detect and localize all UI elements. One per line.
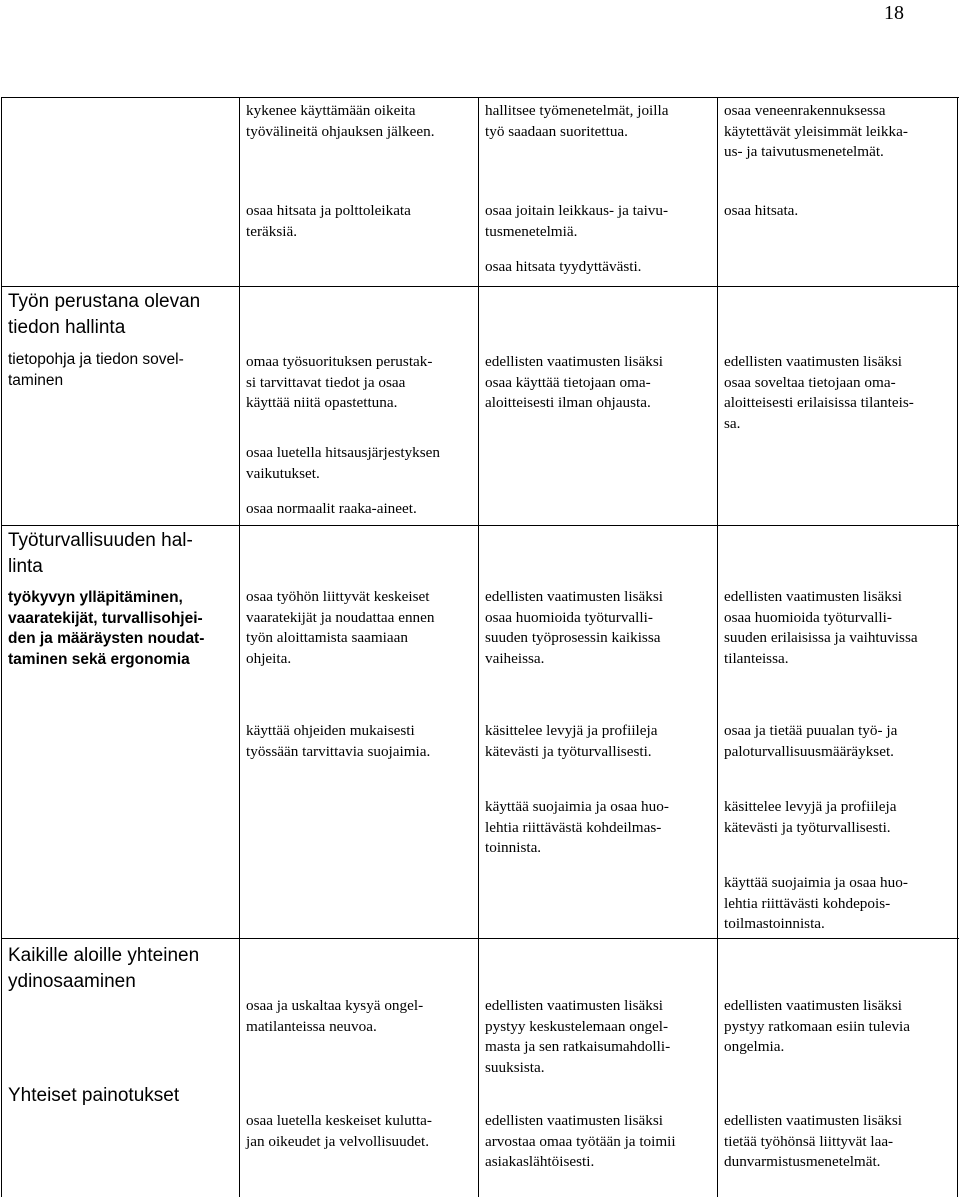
criteria-text: käyttää suojaimia ja osaa huo- lehtia riittävästä kohdeilmas- toinnista. xyxy=(485,798,669,856)
criteria-text: osaa normaalit raaka-aineet. xyxy=(246,500,417,517)
section-heading: Työn perustana olevan tiedon hallinta xyxy=(8,291,201,338)
column-divider xyxy=(239,97,240,1197)
column-divider xyxy=(478,97,479,1197)
criteria-text: käyttää suojaimia ja osaa huo- lehtia riittävästi kohdepois- toilmastoinnista. xyxy=(724,874,908,932)
criteria-text: osaa veneenrakennuksessa käytettävät yleisimmät leikka- us- ja taivutusmenetelmät. xyxy=(724,102,908,160)
table-border-top xyxy=(1,97,959,98)
criteria-text: osaa ja tietää puualan työ- ja paloturvallisuusmääräykset. xyxy=(724,722,898,760)
criteria-text: omaa työsuorituksen perustak- si tarvittavat tiedot ja osaa käyttää niitä opastettuna. xyxy=(246,353,433,411)
criteria-text: osaa hitsata ja polttoleikata teräksiä. xyxy=(246,202,411,240)
criteria-text: käyttää ohjeiden mukaisesti työssään tarvittavia suojaimia. xyxy=(246,722,431,760)
criteria-text: käsittelee levyjä ja profiileja kätevästi ja työturvallisesti. xyxy=(485,722,658,760)
table-border-left xyxy=(1,97,2,1197)
section-heading: Työturvallisuuden hal- linta xyxy=(8,530,193,577)
page-number: 18 xyxy=(884,2,904,24)
row-divider xyxy=(1,286,959,287)
criteria-text: osaa luetella keskeiset kulutta- jan oikeudet ja velvollisuudet. xyxy=(246,1112,432,1150)
criteria-text: osaa hitsata. xyxy=(724,202,799,219)
criteria-text: edellisten vaatimusten lisäksi osaa huomioida työturvalli- suuden työprosessin kaikissa vaiheissa. xyxy=(485,588,663,667)
column-divider xyxy=(717,97,718,1197)
criteria-text: edellisten vaatimusten lisäksi pystyy ratkomaan esiin tulevia ongelmia. xyxy=(724,997,911,1055)
criteria-text: edellisten vaatimusten lisäksi arvostaa omaa työtään ja toimii asiakaslähtöisesti. xyxy=(485,1112,676,1170)
criteria-text: osaa ja uskaltaa kysyä ongel- matilanteissa neuvoa. xyxy=(246,997,424,1035)
criteria-text: osaa työhön liittyvät keskeiset vaaratekijät ja noudattaa ennen työn aloittamista saamiaan ohjeita. xyxy=(246,588,435,667)
row-divider xyxy=(1,938,959,939)
section-subheading: tietopohja ja tiedon sovel- taminen xyxy=(8,351,184,389)
criteria-text: osaa luetella hitsausjärjestyksen vaikutukset. xyxy=(246,444,441,482)
criteria-text: kykenee käyttämään oikeita työvälineitä ohjauksen jälkeen. xyxy=(246,102,435,140)
criteria-text: osaa joitain leikkaus- ja taivu- tusmenetelmiä. xyxy=(485,202,669,240)
criteria-text: edellisten vaatimusten lisäksi osaa soveltaa tietojaan oma- aloitteisesti erilaisissa tilanteis- sa. xyxy=(724,353,914,432)
section-heading: Kaikille aloille yhteinen ydinosaaminen xyxy=(8,945,200,992)
criteria-text: edellisten vaatimusten lisäksi osaa käyttää tietojaan oma- aloitteisesti ilman ohjausta. xyxy=(485,353,663,411)
table-border-right xyxy=(957,97,958,1197)
criteria-text: edellisten vaatimusten lisäksi pystyy keskustelemaan ongel- masta ja sen ratkaisumahdolli- suuksista. xyxy=(485,997,671,1076)
criteria-text: käsittelee levyjä ja profiileja kätevästi ja työturvallisesti. xyxy=(724,798,897,836)
criteria-text: osaa hitsata tyydyttävästi. xyxy=(485,258,642,275)
criteria-text: edellisten vaatimusten lisäksi osaa huomioida työturvalli- suuden erilaisissa ja vaihtuvissa tilanteissa. xyxy=(724,588,918,667)
criteria-text: edellisten vaatimusten lisäksi tietää työhönsä liittyvät laa- dunvarmistusmenetelmät. xyxy=(724,1112,902,1170)
section-subheading: Yhteiset painotukset xyxy=(8,1085,180,1106)
criteria-text: hallitsee työmenetelmät, joilla työ saadaan suoritettua. xyxy=(485,102,669,140)
section-subheading: työkyvyn ylläpitäminen, vaaratekijät, turvallisohjei- den ja määräysten noudat- taminen sekä ergonomia xyxy=(8,589,205,668)
row-divider xyxy=(1,525,959,526)
